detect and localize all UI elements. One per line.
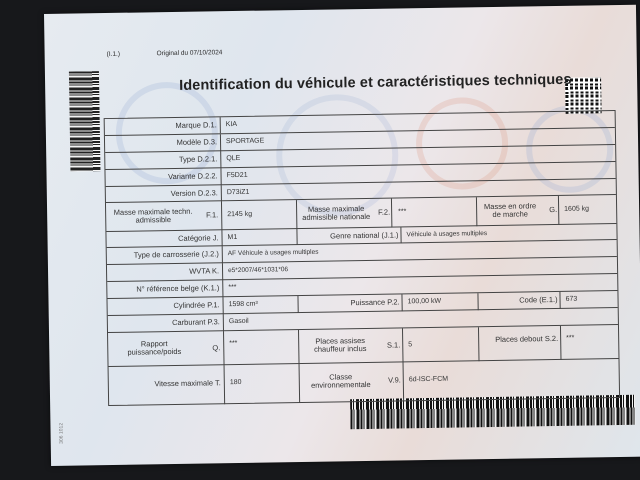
value-genre: Véhicule à usages multiples: [406, 230, 488, 239]
side-code: 306 1012: [58, 422, 65, 444]
label-variante: Variante D.2.2.: [168, 171, 218, 182]
value-modele: SPORTAGE: [225, 137, 265, 146]
label-vitesse: Vitesse maximale T.: [154, 378, 221, 389]
value-carburant: Gasoil: [228, 317, 249, 326]
value-masse-ordre: 1605 kg: [564, 205, 590, 213]
table-row: [109, 358, 620, 406]
vehicle-table: [104, 110, 620, 406]
value-cylindree: 1598 cm³: [228, 300, 258, 309]
vertical-barcode: [69, 71, 101, 171]
value-masse-nat: ***: [398, 208, 407, 216]
value-categorie: M1: [227, 233, 238, 242]
label-genre: Genre national (J.1.): [330, 230, 399, 241]
value-wvta: e5*2007/46*1031*06: [227, 266, 289, 275]
value-ref-belge: ***: [228, 284, 237, 292]
label-places-assises: Places assises chauffeur inclus: [314, 335, 367, 354]
label-type: Type D.2.1.: [178, 154, 218, 164]
original-date: Original du 07/10/2024: [156, 49, 223, 58]
value-places-assises: 5: [408, 341, 413, 349]
label-version: Version D.2.3.: [170, 188, 218, 199]
code-rapport: Q.: [212, 343, 221, 353]
value-rapport: ***: [229, 340, 238, 348]
label-places-debout: Places debout S.2.: [495, 333, 559, 344]
value-places-debout: ***: [566, 334, 575, 342]
code-masse-ordre: G.: [549, 204, 558, 215]
label-rapport: Rapport puissance/poids: [127, 339, 182, 357]
label-marque: Marque D.1.: [175, 120, 217, 130]
label-ref-belge: N° référence belge (K.1.): [136, 283, 220, 294]
value-puissance: 100,00 kW: [407, 297, 442, 306]
value-carrosserie: AF Véhicule à usages multiples: [227, 248, 319, 258]
code-places-assises: S.1.: [386, 340, 401, 350]
label-cylindree: Cylindrée P.1.: [173, 300, 220, 311]
value-vitesse: 180: [229, 378, 242, 387]
label-categorie: Catégorie J.: [178, 233, 219, 243]
document-ref: (I.1.): [106, 50, 121, 59]
label-carrosserie: Type de carrosserie (J.2.): [133, 249, 219, 260]
label-masse-nat: Masse maximale admissible nationale: [302, 203, 371, 222]
code-masse-max: F.1.: [206, 210, 219, 220]
label-code: Code (E.1.): [519, 294, 558, 305]
value-classe: 6d-ISC-FCM: [408, 375, 449, 384]
label-puissance: Puissance P.2.: [350, 297, 400, 308]
value-masse-max: 2145 kg: [227, 210, 253, 219]
label-wvta: WVTA K.: [189, 266, 220, 276]
label-masse-max: Masse maximale techn. admissible: [113, 206, 193, 225]
label-masse-ordre: Masse en ordre de marche: [483, 201, 537, 219]
code-classe: V.9.: [388, 375, 401, 385]
value-version: D73iZ1: [226, 188, 250, 197]
label-classe: Classe environnementale: [310, 372, 371, 390]
registration-document: [44, 5, 640, 466]
value-marque: KIA: [225, 120, 238, 129]
value-variante: F5D21: [226, 171, 248, 180]
document-title: Identification du véhicule et caractéristiques techniques: [179, 71, 572, 94]
code-masse-nat: F.2.: [377, 207, 391, 217]
value-type: QLE: [226, 154, 241, 163]
value-code: 673: [565, 295, 578, 303]
label-modele: Modèle D.3.: [176, 137, 218, 147]
label-carburant: Carburant P.3.: [171, 317, 220, 328]
